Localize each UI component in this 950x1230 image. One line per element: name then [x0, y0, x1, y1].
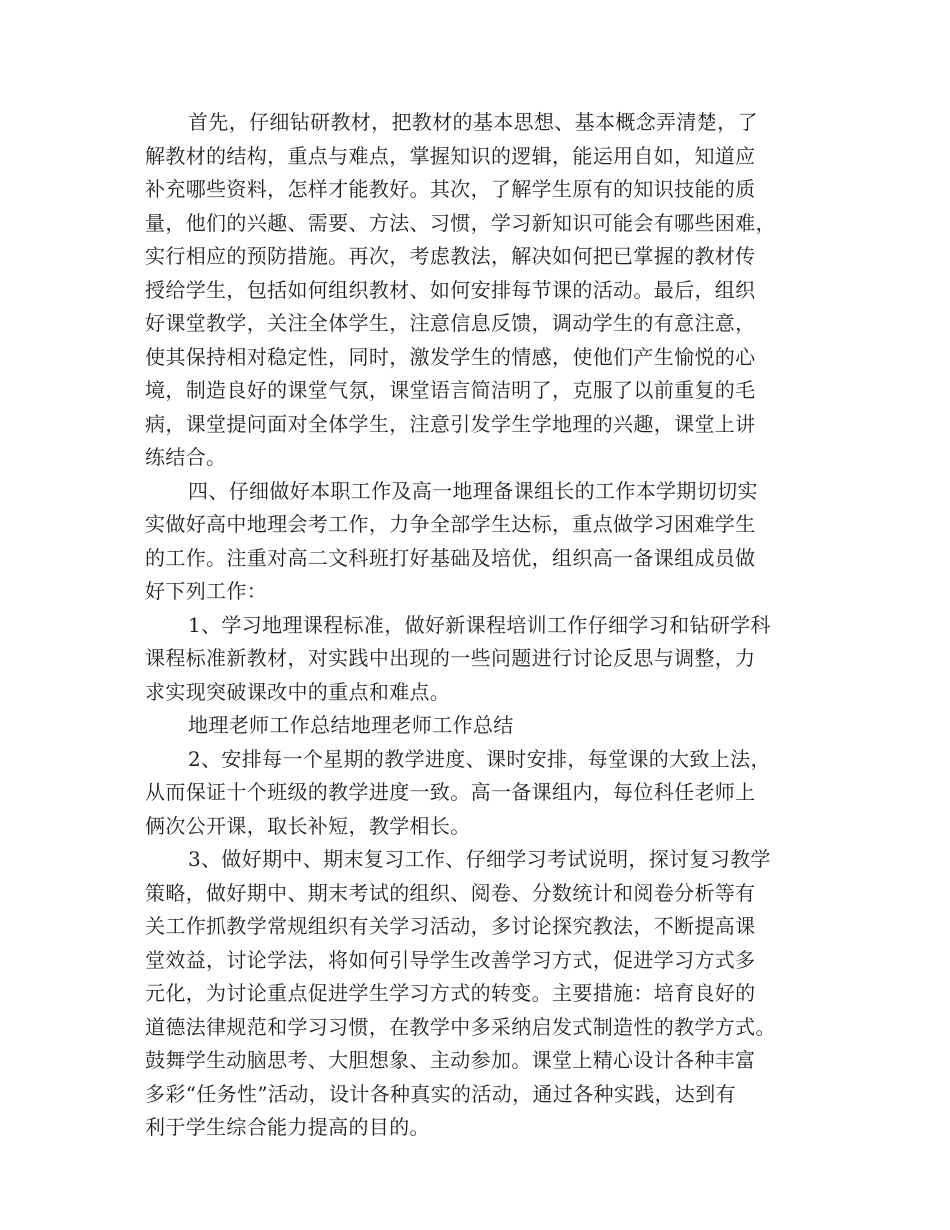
text-line: 好下列工作：: [145, 579, 268, 603]
text-line: 练结合。: [145, 445, 227, 469]
text-line: 首先，仔细钻研教材，把教材的基本思想、基本概念弄清楚，了: [188, 110, 758, 134]
paragraph-section-four: [145, 475, 810, 609]
text-line: 利于学生综合能力提高的目的。: [145, 1115, 430, 1139]
text-line: 3、做好期中、期末复习工作、仔细学习考试说明，探讨复习教学: [188, 847, 771, 871]
text-line: 从而保证十个班级的教学进度一致。高一备课组内，每位科任老师上: [145, 780, 756, 804]
text-line: 关工作抓教学常规组织有关学习活动，多讨论探究教法，不断提高课: [145, 914, 756, 938]
text-line: 课程标准新教材，对实践中出现的一些问题进行讨论反思与调整，力: [145, 646, 756, 670]
text-line: 2、安排每一个星期的教学进度、课时安排，每堂课的大致上法，: [188, 746, 771, 771]
text-line: 道德法律规范和学习习惯，在教学中多采纳启发式制造性的教学方式。: [145, 1014, 776, 1039]
text-line: 补充哪些资料，怎样才能教好。其次，了解学生原有的知识技能的质: [145, 177, 756, 201]
text-line: 使其保持相对稳定性，同时，激发学生的情感，使他们产生愉悦的心: [145, 344, 756, 369]
text-line: 病，课堂提问面对全体学生，注意引发学生学地理的兴趣，课堂上讲: [145, 411, 756, 436]
text-line: 俩次公开课，取长补短，教学相长。: [145, 813, 471, 838]
text-line: 策略，做好期中、期末考试的组织、阅卷、分数统计和阅卷分析等有: [145, 880, 756, 905]
text-line: 境，制造良好的课堂气氛，课堂语言简洁明了，克服了以前重复的毛: [145, 378, 756, 402]
text-line: 授给学生，包括如何组织教材、如何安排每节课的活动。最后，组织: [145, 277, 756, 302]
paragraph-item-2: [145, 743, 810, 844]
text-line: 的工作。注重对高二文科班打好基础及培优，组织高一备课组成员做: [145, 545, 756, 570]
document-body: [145, 106, 810, 1145]
text-line: 元化，为讨论重点促进学生学习方式的转变。主要措施：培育良好的: [145, 981, 756, 1005]
paragraph-inline-title: [145, 709, 810, 743]
text-line: 四、仔细做好本职工作及高一地理备课组长的工作本学期切切实: [188, 478, 758, 503]
text-line: 好课堂教学，关注全体学生，注意信息反馈，调动学生的有意注意，: [145, 311, 756, 335]
text-line: 1、学习地理课程标准，做好新课程培训工作仔细学习和钻研学科: [188, 612, 771, 637]
text-line: 地理老师工作总结地理老师工作总结: [188, 713, 514, 737]
text-line: 求实现突破课改中的重点和难点。: [145, 679, 451, 704]
text-line: 实行相应的预防措施。再次，考虑教法，解决如何把已掌握的教材传: [145, 244, 756, 268]
text-line: 鼓舞学生动脑思考、大胆想象、主动参加。课堂上精心设计各种丰富: [145, 1048, 756, 1072]
paragraph-teaching-preparation: [145, 106, 810, 475]
text-line: 实做好高中地理会考工作，力争全部学生达标，重点做学习困难学生: [145, 512, 756, 536]
text-line: 解教材的结构，重点与难点，掌握知识的逻辑，能运用自如，知道应: [145, 143, 756, 168]
text-line: 堂效益，讨论学法，将如何引导学生改善学习方式，促进学习方式多: [145, 947, 756, 972]
paragraph-item-1: [145, 609, 810, 710]
paragraph-item-3: [145, 843, 810, 1145]
text-line: 多彩“任务性”活动，设计各种真实的活动，通过各种实践，达到有: [145, 1081, 736, 1106]
text-line: 量，他们的兴趣、需要、方法、习惯，学习新知识可能会有哪些困难，: [145, 210, 776, 235]
